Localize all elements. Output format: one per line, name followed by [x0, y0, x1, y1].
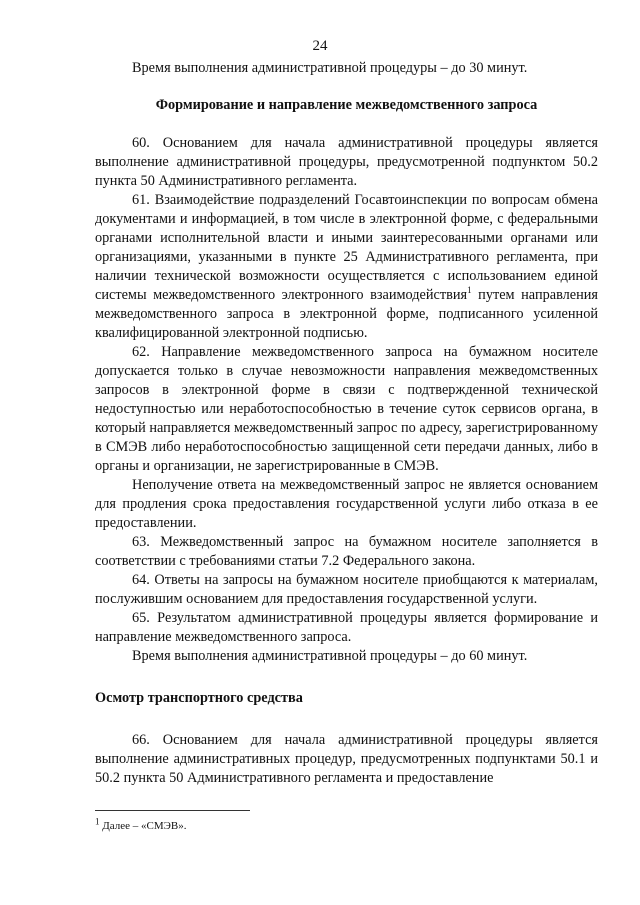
paragraph-64: 64. Ответы на запросы на бумажном носителе приобщаются к материалам, послужившим основанием для предоставления государственной услуги.: [95, 572, 598, 607]
paragraph-62: 62. Направление межведомственного запроса на бумажном носителе допускается только в случае невозможности направления межведомственных запросов в электронной форме в связи с подтвержденной технической недоступностью или неработоспособностью в течение суток сервисов органа, в который направляется межведомственный запрос по адресу, зарегистрированному в СМЭВ либо неработоспособностью защищенной сети передачи данных, либо в органы и организации, не зарегистрированные в СМЭВ.: [95, 344, 598, 474]
paragraph-62-note: Неполучение ответа на межведомственный запрос не является основанием для продления срока предоставления государственной услуги либо отказа в ее предоставлении.: [95, 477, 598, 531]
section-heading-inspection: Осмотр транспортного средства: [95, 690, 303, 706]
paragraph-61-text-b: путем направления межведомственного запроса в электронной форме, подписанного усиленной квалифицированной электронной подписью.: [95, 287, 599, 341]
time-limit-30: Время выполнения административной процедуры – до 30 минут.: [132, 60, 528, 76]
section-heading-request: Формирование и направление межведомственного запроса: [155, 97, 538, 113]
paragraph-63: 63. Межведомственный запрос на бумажном носителе заполняется в соответствии с требованиями статьи 7.2 Федерального закона.: [95, 534, 598, 569]
paragraph-61-text-a: 61. Взаимодействие подразделений Госавтоинспекции по вопросам обмена документами и информацией, в том числе в электронной форме, с федеральными органами исполнительной власти и иными заинтересованными органами или организациями, указанными в пункте 25 Административного регламента, при наличии технической возможности осуществляется с использованием единой системы межведомственного электронного взаимодействия: [95, 192, 598, 303]
paragraph-61: [95, 191, 598, 343]
footnote-mark: 1: [95, 816, 100, 827]
footnote: [95, 816, 187, 833]
paragraph-66: 66. Основанием для начала административной процедуры является выполнение административных процедур, предусмотренных подпунктами 50.1 и 50.2 пункта 50 Административного регламента и предоставление: [95, 732, 598, 786]
paragraph-65: 65. Результатом административной процедуры является формирование и направление межведомственного запроса.: [95, 610, 598, 645]
footnote-text: Далее – «СМЭВ».: [99, 820, 187, 832]
time-limit-60: Время выполнения административной процедуры – до 60 минут.: [132, 648, 528, 664]
page-number: 24: [312, 38, 328, 54]
footnote-divider: [95, 810, 250, 811]
footnote-reference: 1: [467, 285, 472, 296]
document-body: [95, 59, 598, 788]
paragraph-60: 60. Основанием для начала административной процедуры является выполнение административной процедуры, предусмотренной подпунктом 50.2 пункта 50 Административного регламента.: [95, 135, 598, 189]
